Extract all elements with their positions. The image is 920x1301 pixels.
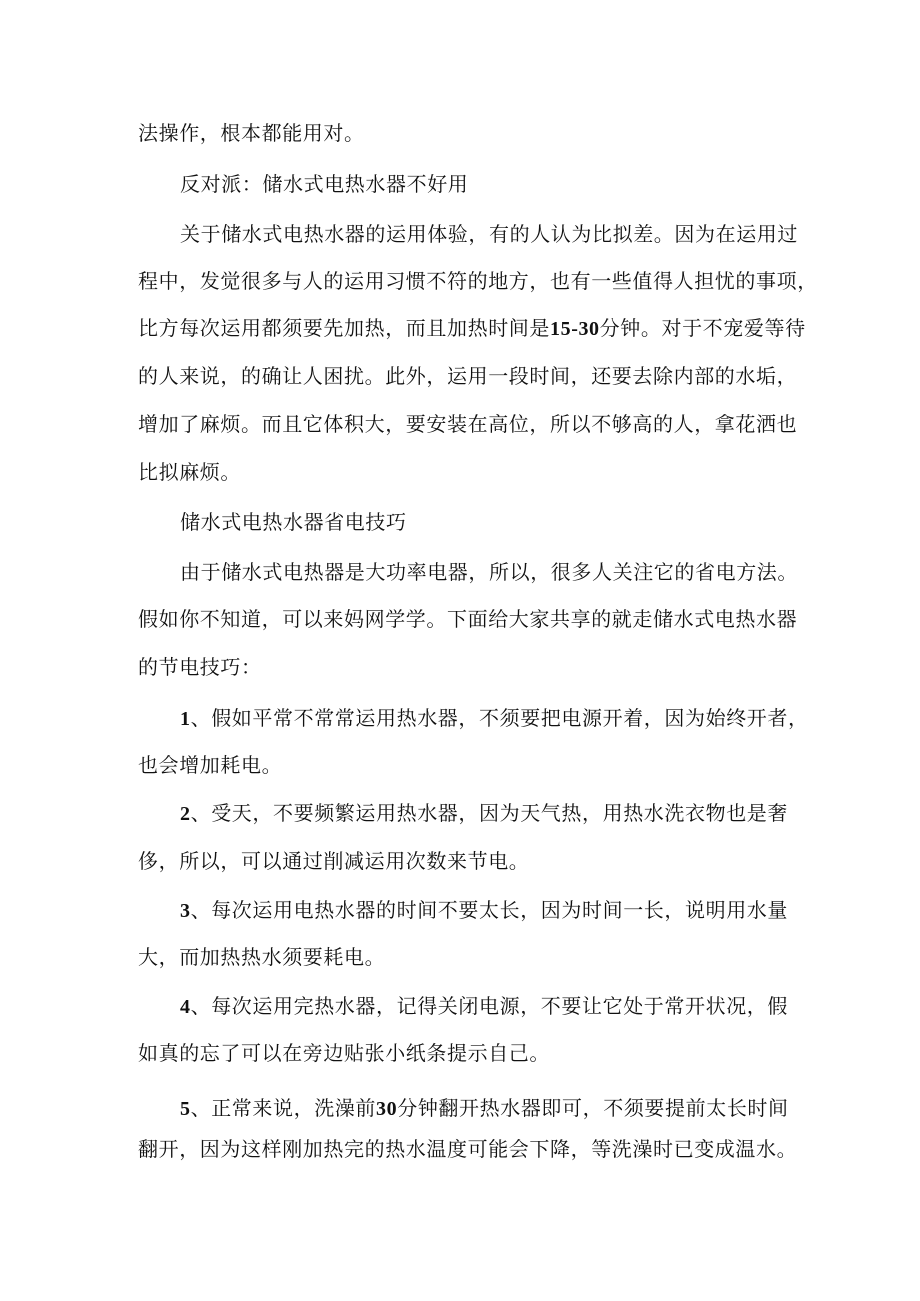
tip-item-3-cont: 大，而加热热水须要耗电。 — [138, 945, 386, 969]
tip-item-2 — [180, 801, 788, 826]
tip-text: 、每次运用电热水器的时间不要太长，因为时间一长，说明用水量 — [190, 898, 789, 922]
paragraph-line — [138, 316, 806, 341]
tip-item-3 — [180, 898, 788, 923]
paragraph-line: 的人来说，的确让人困扰。此外，运用一段时间，还要去除内部的水垢， — [138, 364, 798, 388]
paragraph-line: 由于储水式电热器是大功率电器，所以，很多人关注它的省电方法。 — [180, 560, 798, 584]
tip-text: 分钟翻开热水器即可，不须要提前太长时间 — [397, 1096, 789, 1120]
tip-item-5 — [180, 1096, 789, 1121]
section-heading-oppose: 反对派：储水式电热水器不好用 — [180, 172, 469, 196]
continuation-line: 法操作，根本都能用对。 — [138, 121, 365, 145]
minutes-number: 30 — [376, 1098, 398, 1120]
tip-text: 、正常来说，洗澡前 — [190, 1096, 377, 1120]
tip-item-4-cont: 如真的忘了可以在旁边贴张小纸条提示自己。 — [138, 1041, 550, 1065]
tip-number: 4 — [180, 996, 191, 1018]
tip-item-1 — [180, 706, 809, 731]
paragraph-line: 的节电技巧： — [138, 655, 262, 679]
tip-item-2-cont: 侈，所以，可以通过削减运用次数来节电。 — [138, 849, 530, 873]
tip-item-4 — [180, 994, 788, 1019]
paragraph-line: 程中，发觉很多与人的运用习惯不符的地方，也有一些值得人担忧的事项， — [138, 269, 818, 293]
tip-number: 1 — [180, 708, 191, 730]
tip-item-1-cont: 也会增加耗电。 — [138, 753, 283, 777]
tip-text: 、受天，不要频繁运用热水器，因为天气热，用热水洗衣物也是奢 — [190, 801, 789, 825]
text-run: 比方每次运用都须要先加热，而且加热时间是 — [138, 316, 550, 340]
heating-time-range: 15-30 — [550, 318, 600, 340]
paragraph-line: 假如你不知道，可以来妈网学学。下面给大家共享的就走储水式电热水器 — [138, 607, 798, 631]
tip-number: 3 — [180, 900, 191, 922]
tip-number: 5 — [180, 1098, 191, 1120]
paragraph-line: 增加了麻烦。而且它体积大，要安装在高位，所以不够高的人，拿花洒也 — [138, 412, 798, 436]
tip-item-5-cont: 翻开，因为这样刚加热完的热水温度可能会下降，等洗澡时已变成温水。 — [138, 1137, 798, 1161]
text-run: 分钟。对于不宠爱等待 — [599, 316, 806, 340]
paragraph-line: 比拟麻烦。 — [138, 460, 241, 484]
section-heading-tips: 储水式电热水器省电技巧 — [180, 510, 407, 534]
tip-text: 、每次运用完热水器，记得关闭电源，不要让它处于常开状况，假 — [190, 994, 789, 1018]
tip-text: 、假如平常不常常运用热水器，不须要把电源开着，因为始终开者， — [190, 706, 809, 730]
paragraph-line: 关于储水式电热水器的运用体验，有的人认为比拟差。因为在运用过 — [180, 222, 798, 246]
tip-number: 2 — [180, 803, 191, 825]
